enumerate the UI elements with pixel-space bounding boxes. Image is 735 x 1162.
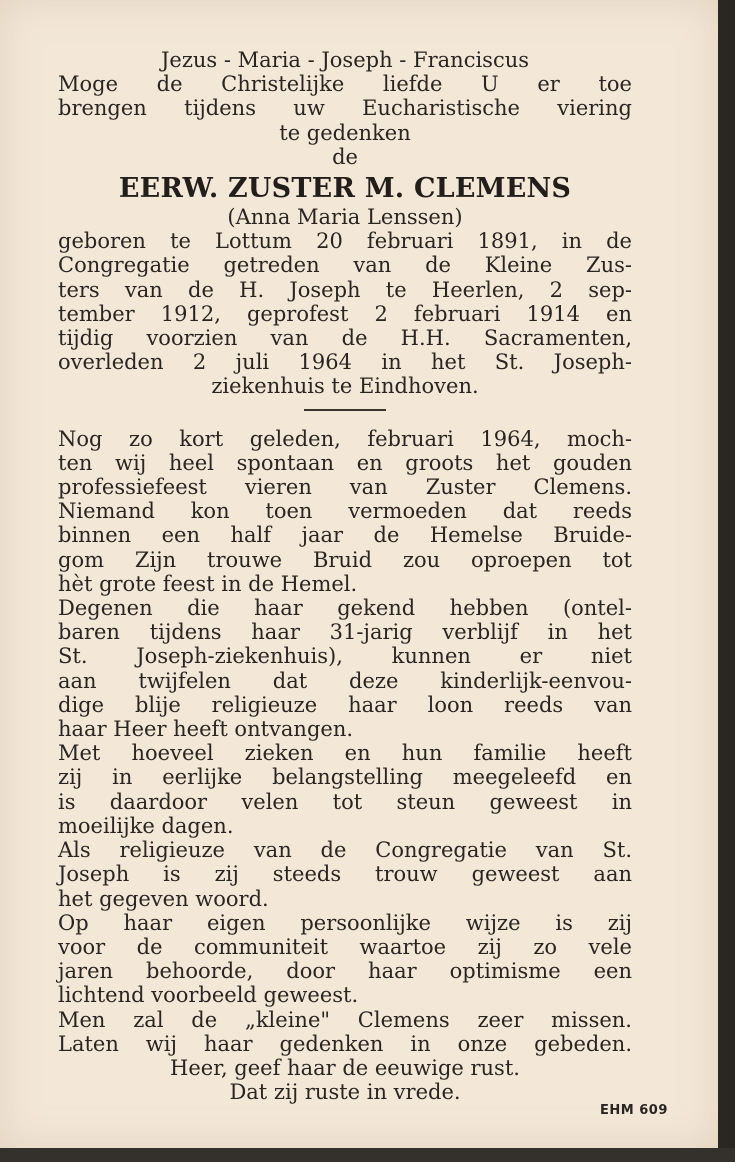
closing-prayer: Heer, geef haar de eeuwige rust.: [170, 1055, 520, 1080]
invocation-line: Jezus - Maria - Joseph - Franciscus: [160, 48, 530, 72]
text-line: zij in eerlijke belangstelling meegeleefd en: [58, 765, 632, 790]
text-line: gom Zijn trouwe Bruid zou oproepen tot: [58, 547, 632, 572]
text-line: Nog zo kort geleden, februari 1964, moch-: [58, 426, 632, 451]
bio-line: overleden 2 juli 1964 in het St. Joseph-: [58, 350, 632, 375]
text-line: haar Heer heeft ontvangen.: [58, 717, 354, 742]
header-line: Moge de Christelijke liefde U er toe: [58, 72, 632, 97]
text-line: Als religieuze van de Congregatie van St.: [58, 838, 632, 863]
card-text: [58, 48, 632, 1104]
closing-prayer: Dat zij ruste in vrede.: [229, 1080, 461, 1105]
text-line: St. Joseph-ziekenhuis), kunnen er niet: [58, 644, 632, 669]
bio-line: tijdig voorzien van de H.H. Sacramenten,: [58, 326, 632, 351]
text-line: aan twijfelen dat deze kinderlijk-eenvou-: [58, 668, 632, 693]
text-line: binnen een half jaar de Hemelse Bruide-: [58, 523, 632, 548]
text-line: Degenen die haar gekend hebben (ontel-: [58, 596, 632, 621]
separator-rule: [304, 409, 386, 411]
card-bottom-edge: [0, 1148, 735, 1162]
text-line: lichtend voorbeeld geweest.: [58, 983, 359, 1008]
bio-line: Congregatie getreden van de Kleine Zus-: [58, 253, 632, 278]
text-line: hèt grote feest in de Hemel.: [58, 571, 358, 596]
text-line: Op haar eigen persoonlijke wijze is zij: [58, 910, 632, 935]
text-line: baren tijdens haar 31-jarig verblijf in het: [58, 620, 632, 645]
bio-line: ziekenhuis te Eindhoven.: [211, 374, 479, 399]
print-code: EHM 609: [600, 1103, 668, 1118]
text-line: moeilijke dagen.: [58, 813, 234, 838]
text-line: is daardoor velen tot steun geweest in: [58, 789, 632, 814]
header-line: te gedenken: [279, 120, 411, 145]
text-line: Niemand kon toen vermoeden dat reeds: [58, 499, 632, 524]
bio-line: tember 1912, geprofest 2 februari 1914 en: [58, 301, 632, 326]
bio-line: ters van de H. Joseph te Heerlen, 2 sep-: [58, 277, 632, 302]
text-line: Laten wij haar gedenken in onze gebeden.: [58, 1031, 632, 1056]
text-line: voor de communiteit waartoe zij zo vele: [58, 934, 632, 959]
text-line: jaren behoorde, door haar optimisme een: [58, 959, 632, 984]
header-line: de: [332, 144, 358, 169]
text-line: Met hoeveel zieken en hun familie heeft: [58, 741, 632, 766]
birth-name: (Anna Maria Lenssen): [227, 205, 463, 230]
bio-line: geboren te Lottum 20 februari 1891, in de: [58, 229, 632, 254]
text-line: het gegeven woord.: [58, 886, 269, 911]
deceased-name: EERW. ZUSTER M. CLEMENS: [118, 173, 572, 205]
card-right-edge: [718, 0, 735, 1162]
text-line: ten wij heel spontaan en groots het gouden: [58, 450, 632, 475]
text-line: Joseph is zij steeds trouw geweest aan: [58, 862, 632, 887]
text-line: Men zal de „kleine" Clemens zeer missen.: [58, 1007, 632, 1032]
text-line: professiefeest vieren van Zuster Clemens.: [58, 475, 632, 500]
header-line: brengen tijdens uw Eucharistische viering: [58, 96, 632, 121]
text-line: dige blije religieuze haar loon reeds van: [58, 692, 632, 717]
